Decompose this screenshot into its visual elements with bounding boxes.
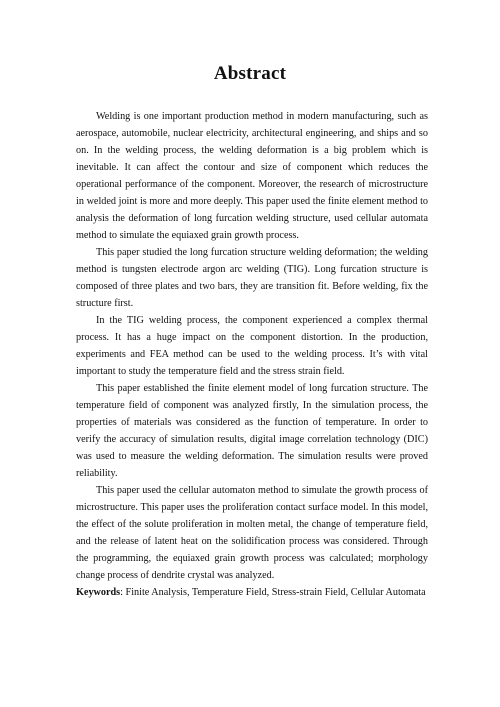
abstract-body	[76, 108, 428, 601]
keywords-label: Keywords	[76, 587, 121, 598]
page-title: Abstract	[213, 63, 287, 84]
keywords-separator: :	[120, 587, 126, 598]
keywords-line	[76, 584, 428, 601]
abstract-paragraph-2: This paper studied the long furcation structure welding deformation; the welding method is tungsten electrode argon arc welding (TIG). Long furcation structure is composed of three plates and two bars, they are transition fit. Before welding, fix the structure first.	[76, 247, 428, 309]
abstract-paragraph-5: This paper used the cellular automaton method to simulate the growth process of microstructure. This paper uses the proliferation contact surface model. In this model, the effect of the solute proliferation in molten metal, the change of temperature field, and the release of latent heat on the solidification process was considered. Through the programming, the equiaxed grain growth process was calculated; morphology change process of dendrite crystal was analyzed.	[76, 485, 428, 581]
abstract-paragraph-1: Welding is one important production method in modern manufacturing, such as aerospace, automobile, nuclear electricity, architectural engineering, and ships and so on. In the welding process, the welding deformation is a big problem which is inevitable. It can affect the contour and size of component which reduces the operational performance of the component. Moreover, the research of microstructure in welded joint is more and more deeply. This paper used the finite element method to analysis the deformation of long furcation welding structure, used cellular automata method to simulate the equiaxed grain growth process.	[76, 111, 428, 241]
abstract-paragraph-4: This paper established the finite element model of long furcation structure. The temperature field of component was analyzed firstly, In the simulation process, the properties of materials was considered as the function of temperature. In order to verify the accuracy of simulation results, digital image correlation technology (DIC) was used to measure the welding deformation. The simulation results were proved reliability.	[76, 383, 428, 479]
abstract-paragraph-3: In the TIG welding process, the component experienced a complex thermal process. It has a huge impact on the component distortion. In the production, experiments and FEA method can be used to the welding process. It’s with vital important to study the temperature field and the stress strain field.	[76, 315, 428, 377]
keywords-text: Finite Analysis, Temperature Field, Stress-strain Field, Cellular Automata	[125, 587, 426, 598]
